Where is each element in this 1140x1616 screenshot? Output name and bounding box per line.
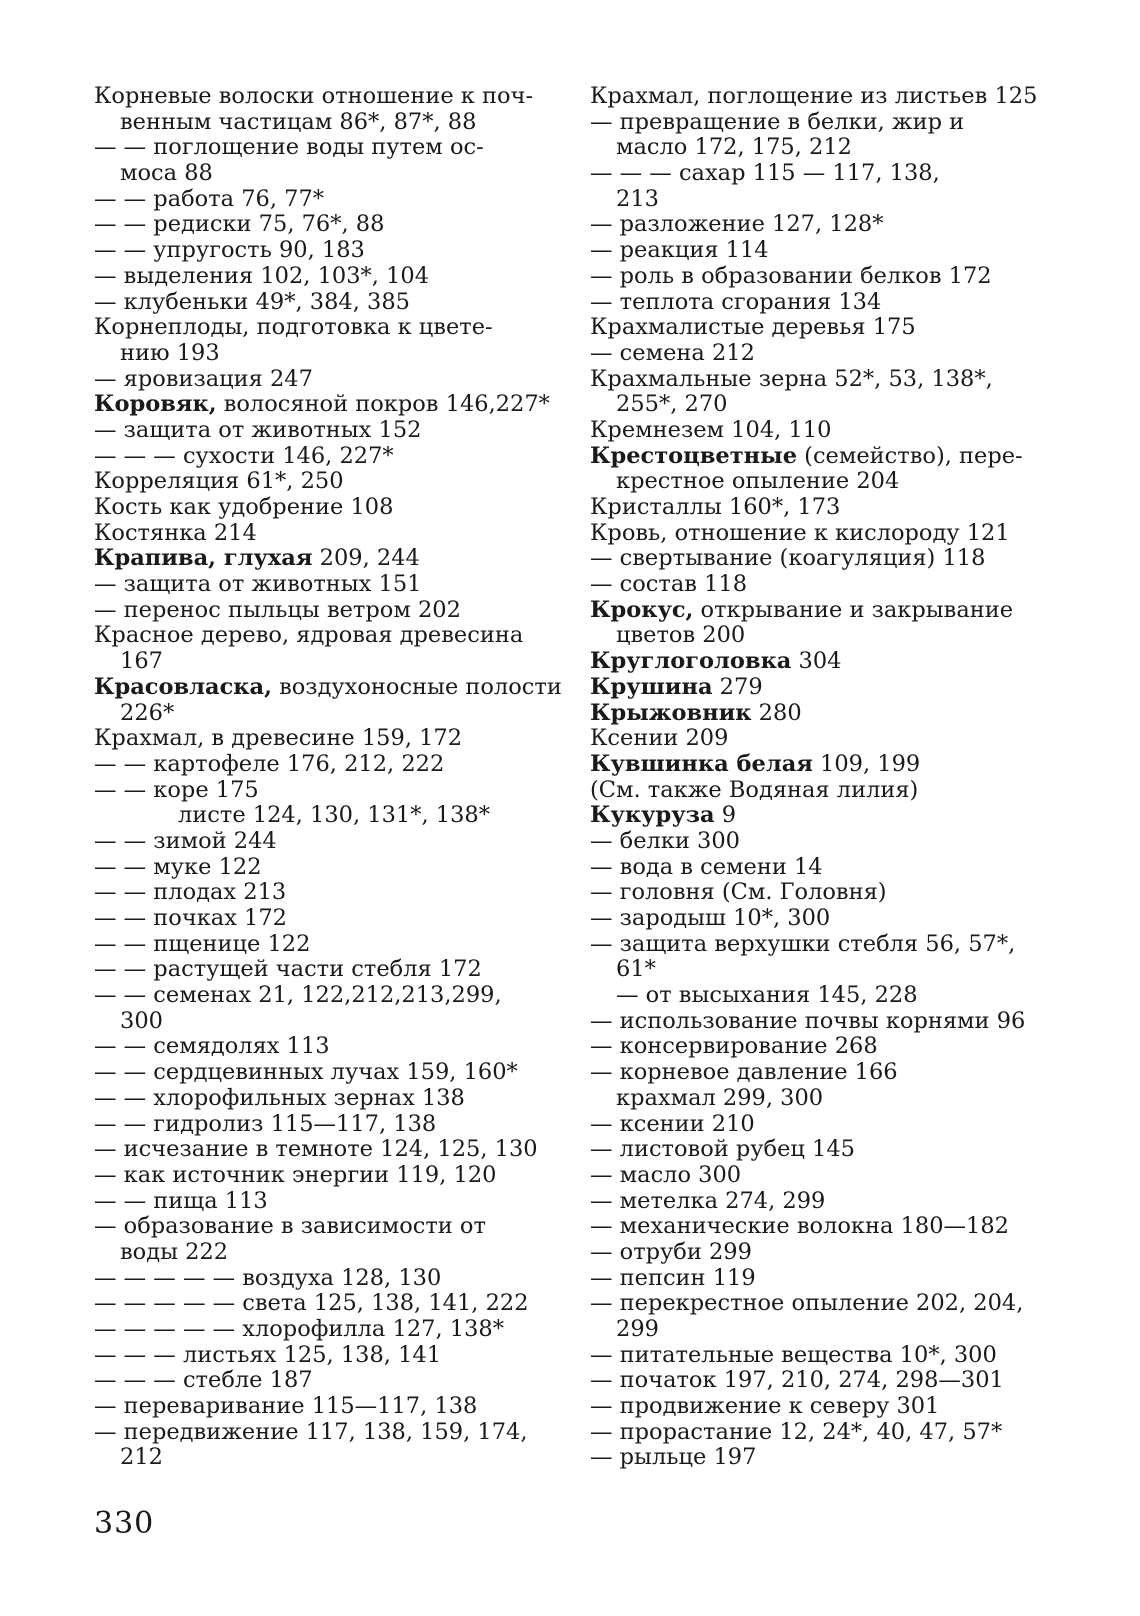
index-entry [94, 649, 554, 675]
index-entry [590, 701, 1060, 727]
index-entry-text: — — гидролиз 115—117, 138 [94, 1110, 437, 1137]
index-entry [590, 161, 1060, 187]
index-entry [94, 495, 554, 521]
index-entry-text: — — — сахар 115 — 117, 138, [590, 160, 940, 187]
index-entry [590, 1266, 1060, 1292]
index-entry-text: — — работа 76, 77* [94, 185, 325, 212]
index-entry [590, 1368, 1060, 1394]
index-entry-text: 109, 199 [812, 750, 921, 777]
index-term-bold: Крыжовник [590, 699, 752, 726]
index-entry [590, 135, 1060, 161]
index-entry [94, 623, 554, 649]
index-entry-text: Кристаллы 160*, 173 [590, 494, 841, 520]
index-entry [94, 880, 554, 906]
index-entry-text: Кремнезем 104, 110 [590, 416, 832, 443]
index-entry-text: Корреляция 61*, 250 [94, 468, 344, 495]
index-entry-text: — яровизация 247 [94, 365, 313, 392]
index-entry-text: крестное опыление 204 [616, 468, 900, 495]
index-entry-text: 299 [616, 1316, 659, 1342]
index-entry-text: — консервирование 268 [590, 1033, 878, 1060]
index-entry [94, 341, 554, 367]
index-entry-text: — — — — — света 125, 138, 141, 222 [94, 1290, 529, 1317]
index-entry [590, 1009, 1060, 1035]
index-entry [590, 444, 1060, 470]
index-entry [94, 110, 554, 136]
index-entry [94, 726, 554, 752]
index-entry [590, 315, 1060, 341]
index-term-bold: Крестоцветные [590, 442, 798, 469]
index-entry [590, 1086, 1060, 1112]
index-entry-text: — механические волокна 180—182 [590, 1213, 1009, 1240]
index-entry [590, 1317, 1060, 1343]
index-entry-text: 255*, 270 [616, 391, 728, 418]
index-entry-text: — — — листьях 125, 138, 141 [94, 1341, 442, 1368]
index-entry [94, 572, 554, 598]
index-entry-text: Крахмал, в древесине 159, 172 [94, 725, 463, 752]
index-entry-text: — отруби 299 [590, 1238, 752, 1265]
index-entry [590, 187, 1060, 213]
index-entry-text: цветов 200 [616, 622, 746, 649]
index-entry-text: — вода в семени 14 [590, 853, 823, 880]
index-entry-text: (См. также Водяная лилия) [590, 776, 919, 803]
index-entry [94, 1112, 554, 1138]
index-entry [590, 1112, 1060, 1138]
index-entry-text: 279 [712, 673, 763, 700]
index-entry-text: — — зимой 244 [94, 827, 277, 854]
index-entry [590, 1137, 1060, 1163]
index-entry [94, 1445, 554, 1471]
index-entry [590, 110, 1060, 136]
index-entry [94, 418, 554, 444]
index-entry-text: — ксении 210 [590, 1110, 755, 1137]
index-entry [590, 675, 1060, 701]
index-entry-text: — от высыхания 145, 228 [616, 982, 918, 1009]
index-entry-text: — реакция 114 [590, 237, 769, 264]
index-entry-text: — защита верхушки стебля 56, 57*, [590, 930, 1016, 957]
index-entry-text: 213 [616, 185, 659, 212]
index-entry [590, 84, 1060, 110]
index-entry [590, 1214, 1060, 1240]
index-entry [590, 418, 1060, 444]
index-entry [94, 778, 554, 804]
index-entry-text: 167 [120, 648, 163, 675]
index-term-bold: Коровяк, [94, 391, 217, 418]
index-entry-text: Крахмалистые деревья 175 [590, 314, 916, 341]
index-entry [94, 983, 554, 1009]
index-entry-text: Крахмал, поглощение из листьев 125 [590, 83, 1038, 109]
index-entry [590, 598, 1060, 624]
index-entry [94, 392, 554, 418]
index-entry-text: 9 [714, 802, 737, 829]
index-term-bold: Круглоголовка [590, 648, 792, 675]
index-entry-text: — зародыш 10*, 300 [590, 905, 831, 931]
index-entry [94, 1368, 554, 1394]
index-entry-text: — передвижение 117, 138, 159, 174, [94, 1418, 528, 1445]
index-entry [590, 1189, 1060, 1215]
index-entry-text: — — семенах 21, 122,212,213,299, [94, 982, 502, 1009]
index-entry-text: — — пища 113 [94, 1187, 268, 1214]
index-entry [590, 803, 1060, 829]
index-entry-text: — — плодах 213 [94, 879, 287, 906]
page-number: 330 [94, 1506, 155, 1541]
index-entry-text: — разложение 127, 128* [590, 211, 884, 238]
index-entry-text: 304 [791, 648, 842, 675]
index-column-left [94, 83, 562, 1471]
index-entry-text: — продвижение к северу 301 [590, 1393, 940, 1420]
index-entry-text: 209, 244 [312, 545, 420, 572]
index-entry-text: — — — — — воздуха 128, 130 [94, 1264, 442, 1291]
index-entry [94, 1137, 554, 1163]
index-entry [590, 906, 1060, 932]
index-entry [590, 521, 1060, 547]
index-entry-text: 212 [120, 1444, 163, 1471]
index-entry-text: Кровь, отношение к кислороду 121 [590, 519, 1010, 546]
index-entry-text: — — — сухости 146, 227* [94, 442, 394, 469]
index-entry [590, 367, 1060, 393]
index-entry [590, 1445, 1060, 1471]
index-entry [590, 1240, 1060, 1266]
index-entry-text: воздухоносные полости [271, 673, 562, 700]
index-entry-text: — использование почвы корнями 96 [590, 1007, 1026, 1034]
index-entry-text: Корнеплоды, подготовка к цвете- [94, 314, 493, 341]
index-entry-text: — защита от животных 151 [94, 571, 422, 598]
index-column-right [590, 84, 1060, 1471]
index-entry [94, 1009, 554, 1035]
index-entry [94, 1214, 554, 1240]
index-entry [94, 957, 554, 983]
index-entry [590, 752, 1060, 778]
index-entry-text: — превращение в белки, жир и [590, 108, 965, 135]
index-entry-text: — питательные вещества 10*, 300 [590, 1341, 997, 1368]
index-entry-text: — початок 197, 210, 274, 298—301 [590, 1367, 1004, 1394]
index-entry-text: — выделения 102, 103*, 104 [94, 262, 430, 289]
index-entry-text: — — хлорофильных зернах 138 [94, 1084, 465, 1111]
index-entry-text: — роль в образовании белков 172 [590, 262, 992, 289]
index-entry [94, 701, 554, 727]
index-entry [590, 1420, 1060, 1446]
index-entry-text: (семейство), пере- [797, 442, 1023, 469]
index-entry-text: — состав 118 [590, 571, 748, 598]
index-entry [94, 161, 554, 187]
index-term-bold: Крушина [590, 673, 713, 700]
index-entry [94, 315, 554, 341]
index-entry [94, 444, 554, 470]
index-entry-text: 300 [120, 1007, 163, 1034]
index-term-bold: Кукуруза [590, 802, 715, 829]
index-term-bold: Красовласка, [94, 673, 272, 700]
index-entry [94, 264, 554, 290]
index-entry [94, 84, 554, 110]
index-entry-text: — перекрестное опыление 202, 204, [590, 1290, 1024, 1317]
index-entry-text: — свертывание (коагуляция) 118 [590, 545, 986, 572]
index-entry-text: — рыльце 197 [590, 1444, 757, 1471]
index-entry [94, 1240, 554, 1266]
index-entry-text: Корневые волоски отношение к поч- [94, 83, 534, 109]
index-entry-text: — — пщенице 122 [94, 930, 311, 957]
index-entry [94, 598, 554, 624]
index-entry-text: — семена 212 [590, 339, 755, 366]
index-entry [94, 546, 554, 572]
index-entry-text: — — упругость 90, 183 [94, 237, 365, 264]
index-entry [590, 880, 1060, 906]
index-entry-text: — прорастание 12, 24*, 40, 47, 57* [590, 1418, 1003, 1445]
index-entry-text: — исчезание в темноте 124, 125, 130 [94, 1136, 538, 1163]
index-entry [94, 1317, 554, 1343]
index-entry [590, 1060, 1060, 1086]
index-entry [590, 957, 1060, 983]
index-entry-text: крахмал 299, 300 [616, 1084, 824, 1111]
index-entry [590, 238, 1060, 264]
index-entry [94, 469, 554, 495]
index-entry-text: — — коре 175 [94, 776, 259, 803]
index-entry [590, 290, 1060, 316]
index-entry [590, 778, 1060, 804]
index-entry [94, 367, 554, 393]
index-entry-text: — листовой рубец 145 [590, 1136, 855, 1163]
index-entry-text: Костянка 214 [94, 519, 257, 546]
index-entry [94, 1420, 554, 1446]
index-entry-text: — — — — — хлорофилла 127, 138* [94, 1316, 504, 1342]
index-entry [590, 932, 1060, 958]
index-entry-text: — — редиски 75, 76*, 88 [94, 211, 385, 238]
index-entry [590, 1291, 1060, 1317]
index-entry-text: — перенос пыльцы ветром 202 [94, 596, 461, 623]
index-entry [590, 1034, 1060, 1060]
index-entry-text: 61* [616, 956, 656, 983]
index-entry-text: — как источник энергии 119, 120 [94, 1161, 497, 1188]
index-entry-text: листе 124, 130, 131*, 138* [178, 802, 491, 829]
index-entry-text: — метелка 274, 299 [590, 1187, 826, 1214]
index-entry [590, 212, 1060, 238]
index-entry-text: нию 193 [120, 339, 220, 366]
index-entry [94, 187, 554, 213]
index-entry [590, 855, 1060, 881]
index-entry-text: Красное дерево, ядровая древесина [94, 622, 524, 649]
index-entry [590, 572, 1060, 598]
index-entry-text: венным частицам 86*, 87*, 88 [120, 108, 477, 135]
index-entry [590, 1163, 1060, 1189]
index-entry-text: — — картофеле 176, 212, 222 [94, 750, 445, 777]
index-entry [94, 1034, 554, 1060]
index-entry [94, 238, 554, 264]
index-entry [590, 392, 1060, 418]
index-entry-text: Крахмальные зерна 52*, 53, 138*, [590, 365, 993, 392]
index-entry [590, 546, 1060, 572]
index-entry [94, 752, 554, 778]
index-entry-text: 226* [120, 699, 175, 726]
index-entry [94, 803, 554, 829]
index-entry [94, 1291, 554, 1317]
index-entry-text: воды 222 [120, 1238, 229, 1265]
index-entry [94, 135, 554, 161]
index-entry [94, 290, 554, 316]
index-entry [94, 855, 554, 881]
index-entry-text: — масло 300 [590, 1161, 742, 1188]
index-entry [94, 1266, 554, 1292]
index-entry [590, 1394, 1060, 1420]
index-entry [590, 649, 1060, 675]
index-entry [94, 673, 562, 701]
index-entry [94, 212, 554, 238]
index-entry-text: моса 88 [120, 160, 213, 187]
index-entry [94, 829, 554, 855]
index-entry [94, 906, 554, 932]
index-entry [94, 1060, 554, 1086]
index-entry-text: — — семядолях 113 [94, 1033, 330, 1060]
index-term-bold: Крокус, [590, 596, 694, 623]
index-entry [94, 521, 554, 547]
index-entry [590, 264, 1060, 290]
index-entry [94, 1394, 554, 1420]
index-entry-text: — теплота сгорания 134 [590, 288, 882, 315]
index-entry-text: волосяной покров 146,227* [216, 391, 550, 418]
index-entry-text: — — муке 122 [94, 853, 262, 880]
index-entry-text: — пепсин 119 [590, 1264, 756, 1291]
index-entry-text: Кость как удобрение 108 [94, 494, 394, 520]
index-term-bold: Кувшинка белая [590, 750, 813, 777]
index-term-bold: Крапива, глухая [94, 545, 313, 572]
index-entry [94, 932, 554, 958]
index-entry [590, 1343, 1060, 1369]
index-entry [590, 726, 1060, 752]
index-entry [590, 829, 1060, 855]
index-entry-text: Ксении 209 [590, 725, 729, 752]
index-entry-text: — — сердцевинных лучах 159, 160* [94, 1059, 518, 1086]
index-entry-text: — — растущей части стебля 172 [94, 956, 482, 983]
index-entry-text: — — — стебле 187 [94, 1367, 313, 1394]
index-entry-text: 280 [751, 699, 802, 726]
index-entry [94, 1189, 554, 1215]
index-entry-text: — защита от животных 152 [94, 416, 422, 443]
index-entry-text: — головня (См. Головня) [590, 879, 887, 906]
index-entry-text: — переваривание 115—117, 138 [94, 1393, 478, 1420]
index-entry-text: — белки 300 [590, 827, 740, 854]
index-entry-text: — клубеньки 49*, 384, 385 [94, 288, 410, 315]
index-entry [590, 469, 1060, 495]
index-entry [590, 623, 1060, 649]
index-entry-text: — — поглощение воды путем ос- [94, 134, 484, 161]
index-entry [94, 1343, 554, 1369]
index-entry-text: открывание и закрывание [693, 596, 1014, 623]
index-entry [590, 983, 1060, 1009]
index-entry-text: — — почках 172 [94, 905, 287, 931]
index-entry-text: — образование в зависимости от [94, 1213, 486, 1240]
index-entry [94, 1086, 554, 1112]
index-entry-text: — корневое давление 166 [590, 1059, 898, 1086]
index-entry [94, 1163, 554, 1189]
index-entry [590, 495, 1060, 521]
index-entry-text: масло 172, 175, 212 [616, 134, 852, 161]
index-entry [590, 341, 1060, 367]
